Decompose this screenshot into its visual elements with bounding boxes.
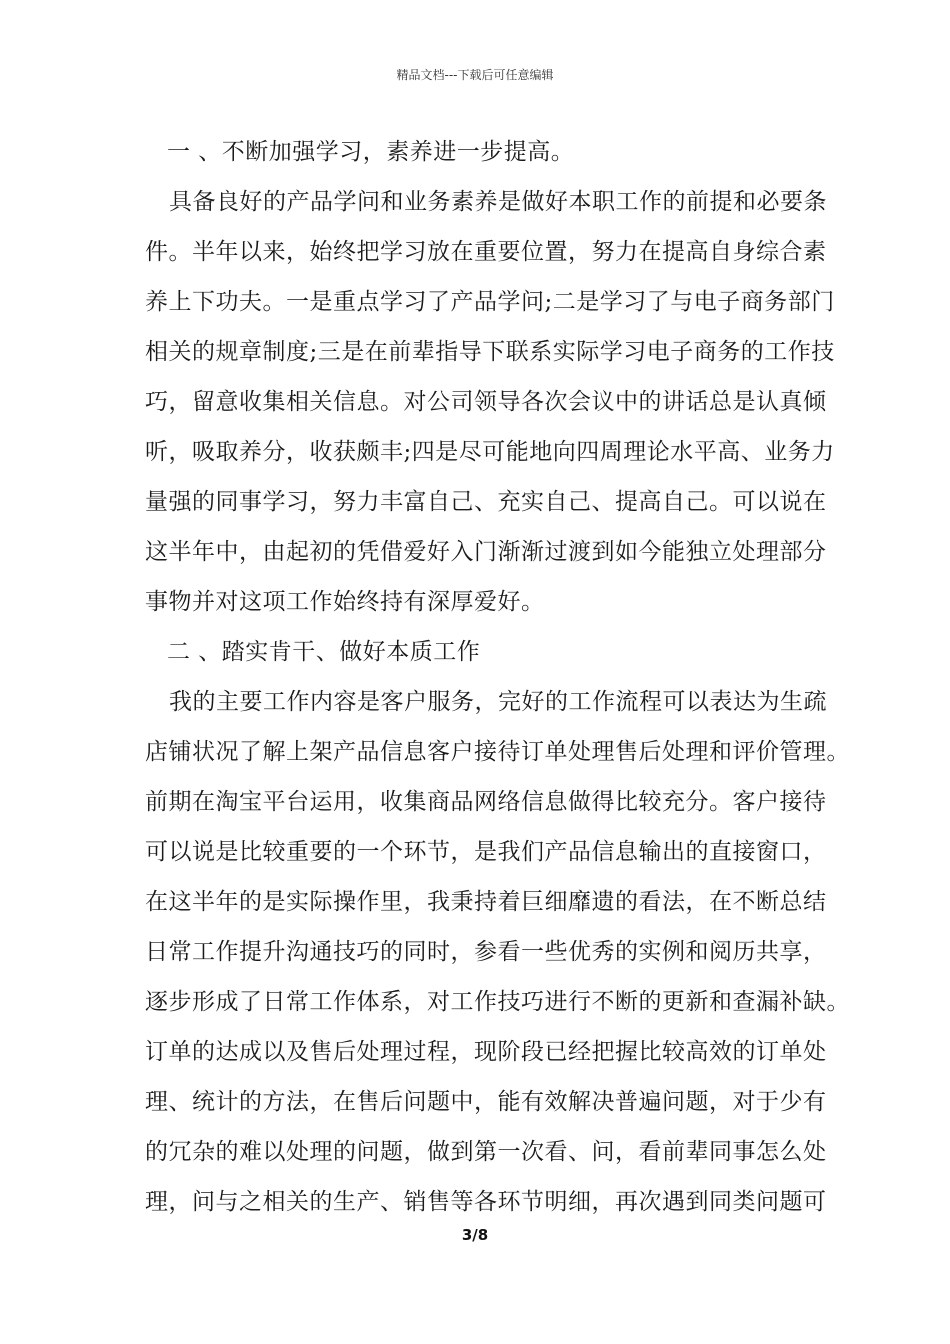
paragraph-line: 订单的达成以及售后处理过程，现阶段已经把握比较高效的订单处 [145, 1039, 827, 1065]
page-header: 精品文档---下载后可任意编辑 [396, 68, 554, 82]
paragraph-line: 事物并对这项工作始终持有深厚爱好。 [145, 589, 545, 615]
paragraph-line: 具备良好的产品学问和业务素养是做好本职工作的前提和必要条 [169, 189, 827, 215]
page-total: 8 [477, 1226, 489, 1244]
paragraph-line: 巧，留意收集相关信息。对公司领导各次会议中的讲话总是认真倾 [145, 389, 827, 415]
paragraph-line: 店铺状况了解上架产品信息客户接待订单处理售后处理和评价管理。 [145, 739, 850, 765]
paragraph-line: 的冗杂的难以处理的问题，做到第一次看、问，看前辈同事怎么处 [145, 1139, 827, 1165]
page-current: 3 [461, 1226, 473, 1244]
paragraph-line: 件。半年以来，始终把学习放在重要位置，努力在提高自身综合素 [145, 239, 827, 265]
paragraph-line: 我的主要工作内容是客户服务，完好的工作流程可以表达为生疏 [169, 689, 827, 715]
page-number [0, 1226, 950, 1244]
paragraph-line: 前期在淘宝平台运用，收集商品网络信息做得比较充分。客户接待 [145, 789, 827, 815]
page-separator: / [472, 1226, 478, 1244]
paragraph-line: 这半年中，由起初的凭借爱好入门渐渐过渡到如今能独立处理部分 [145, 539, 827, 565]
paragraph-line: 可以说是比较重要的一个环节，是我们产品信息输出的直接窗口， [145, 839, 827, 865]
paragraph-line: 在这半年的是实际操作里，我秉持着巨细靡遗的看法，在不断总结 [145, 889, 827, 915]
paragraph-line: 听，吸取养分，收获颇丰;四是尽可能地向四周理论水平高、业务力 [145, 439, 835, 465]
paragraph-line: 理、统计的方法，在售后问题中，能有效解决普遍问题，对于少有 [145, 1089, 827, 1115]
paragraph-line: 理，问与之相关的生产、销售等各环节明细，再次遇到同类问题可 [145, 1189, 827, 1215]
paragraph-line: 逐步形成了日常工作体系，对工作技巧进行不断的更新和查漏补缺。 [145, 989, 850, 1015]
paragraph-line: 养上下功夫。一是重点学习了产品学问;二是学习了与电子商务部门 [145, 289, 835, 315]
paragraph-line: 相关的规章制度;三是在前辈指导下联系实际学习电子商务的工作技 [145, 339, 835, 365]
paragraph-line: 日常工作提升沟通技巧的同时，参看一些优秀的实例和阅历共享， [145, 939, 827, 965]
document-body [145, 127, 850, 1227]
paragraph-line: 量强的同事学习，努力丰富自己、充实自己、提高自己。可以说在 [145, 489, 827, 515]
section-heading-1: 一 、不断加强学习，素养进一步提高。 [167, 139, 575, 165]
section-heading-2: 二 、踏实肯干、做好本质工作 [167, 639, 481, 665]
